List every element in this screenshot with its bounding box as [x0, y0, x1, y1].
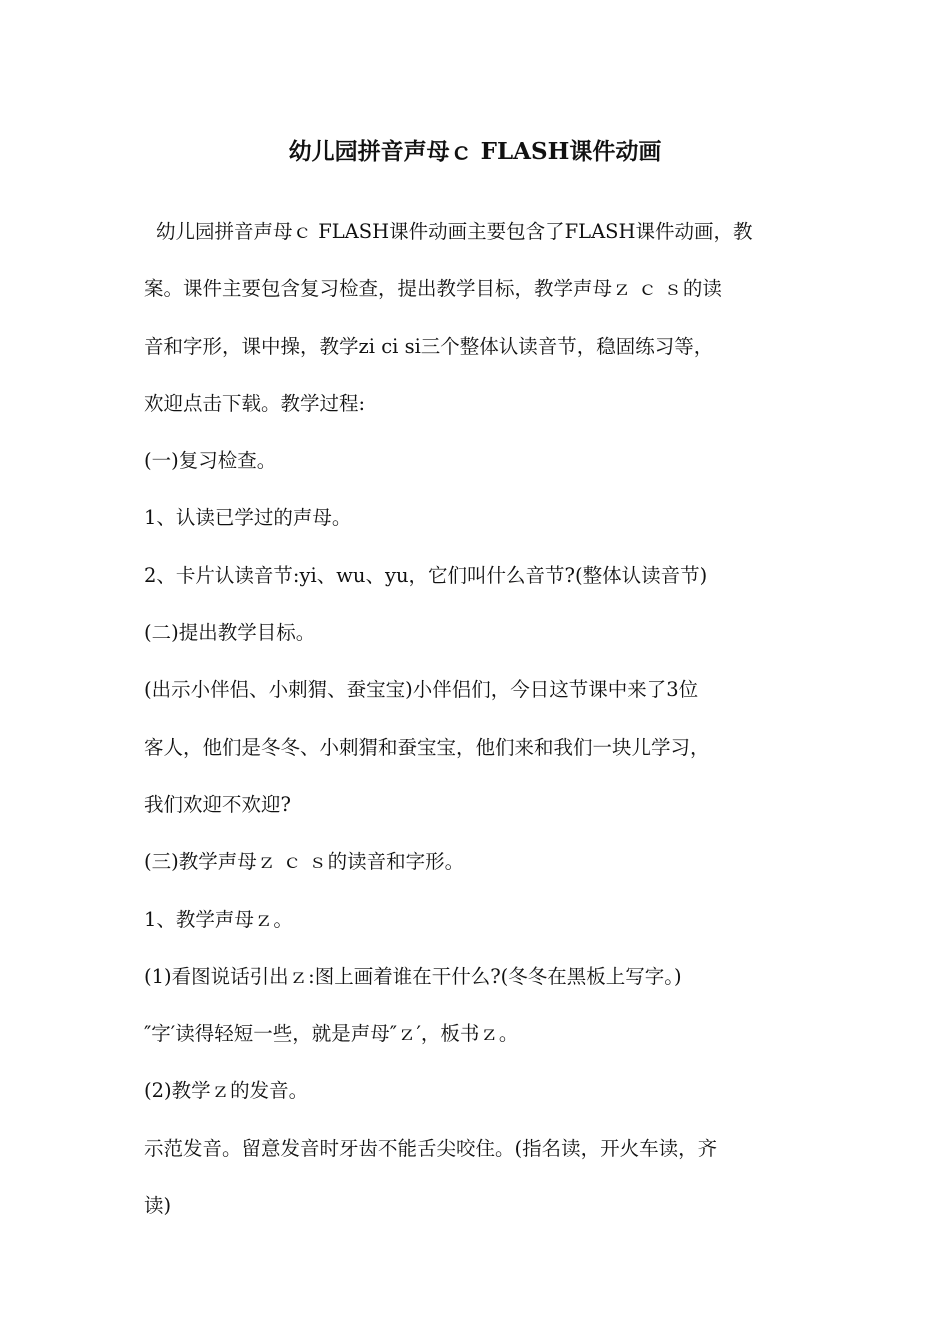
paragraph-line: (2)教学ｚ的发音。 [144, 1079, 309, 1103]
paragraph-line: (1)看图说话引出ｚ:图上画着谁在干什么?(冬冬在黑板上写字。) [144, 964, 682, 988]
paragraph-line: 案。课件主要包含复习检查，提出教学目标，教学声母ｚ ｃ ｓ的读 [144, 277, 722, 301]
paragraph-line: ″字′读得轻短一些，就是声母″ｚ′，板书ｚ。 [144, 1022, 519, 1046]
paragraph-line: 读) [144, 1194, 172, 1218]
paragraph-line: 幼儿园拼音声母ｃ FLASH课件动画主要包含了FLASH课件动画，教 [156, 220, 753, 243]
document-title: 幼儿园拼音声母ｃ FLASH课件动画 [288, 138, 662, 165]
paragraph-line: 客人，他们是冬冬、小刺猬和蚕宝宝，他们来和我们一块儿学习， [144, 735, 710, 759]
paragraph-line: (出示小伴侣、小刺猬、蚕宝宝)小伴侣们，今日这节课中来了3位 [144, 678, 699, 702]
paragraph-line: 示范发音。留意发音时牙齿不能舌尖咬住。(指名读，开火车读，齐 [144, 1136, 718, 1160]
section-heading: (三)教学声母ｚ ｃ ｓ的读音和字形。 [144, 850, 465, 874]
document-body [144, 203, 814, 1234]
paragraph-line: 我们欢迎不欢迎? [144, 792, 291, 816]
section-heading: (一)复习检查。 [144, 449, 277, 473]
section-heading: (二)提出教学目标。 [144, 621, 316, 645]
paragraph-line: 2、卡片认读音节:yi、wu、yu，它们叫什么音节?(整体认读音节) [144, 563, 708, 587]
paragraph-line: 1、教学声母ｚ。 [144, 907, 293, 931]
paragraph-line: 欢迎点击下载。教学过程: [144, 391, 366, 415]
paragraph-line: 1、认读已学过的声母。 [144, 506, 352, 530]
paragraph-line: 音和字形，课中操，教学zi ci si三个整体认读音节，稳固练习等， [144, 334, 714, 358]
